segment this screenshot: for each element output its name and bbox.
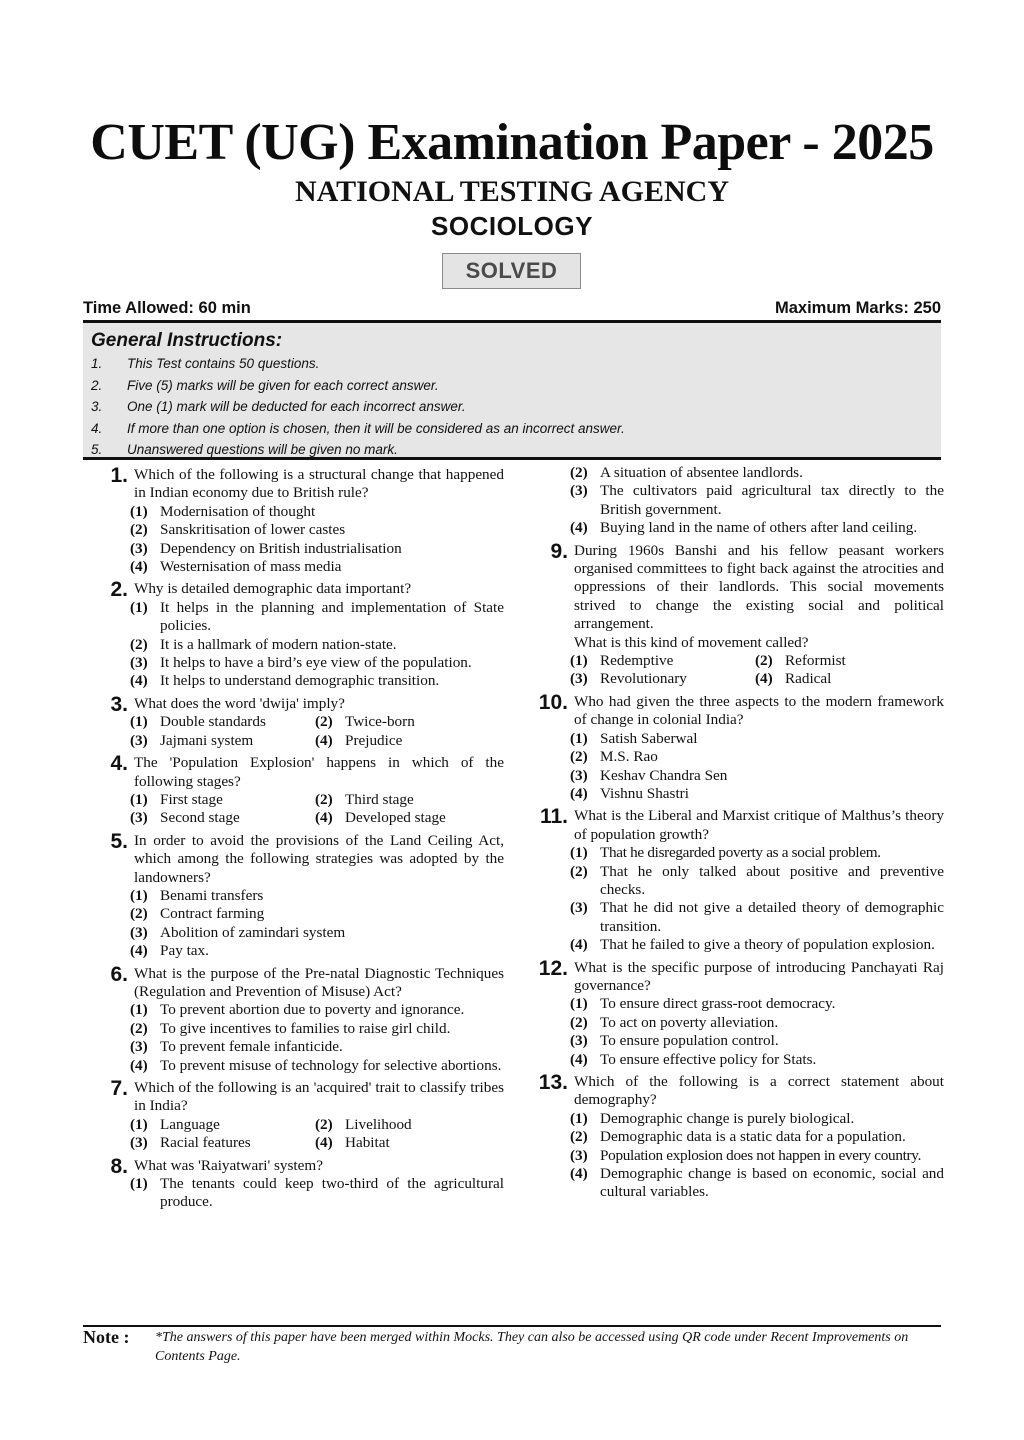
option — [315, 809, 504, 827]
option-text: Jajmani system — [160, 731, 254, 749]
option-text: To prevent misuse of technology for selective abortions. — [160, 1056, 502, 1074]
right-column — [532, 464, 944, 1202]
option-text: To prevent female infanticide. — [160, 1038, 343, 1056]
option-text: Satish Saberwal — [600, 729, 698, 747]
option — [570, 519, 944, 537]
option — [130, 887, 504, 905]
question-number: 13. — [538, 1071, 568, 1094]
question-6 — [92, 962, 504, 1075]
option-text: Twice-born — [345, 713, 415, 731]
option — [130, 1057, 504, 1075]
question-text: Which of the following is a correct statement about demography? — [574, 1073, 944, 1109]
option — [315, 791, 504, 809]
option — [130, 809, 315, 827]
option — [130, 905, 504, 923]
option-text: Westernisation of mass media — [160, 558, 342, 576]
option-number: (4) — [570, 1165, 588, 1183]
option-text: To ensure effective policy for Stats. — [600, 1050, 817, 1068]
option-number: (3) — [130, 1038, 148, 1056]
option-text: Double standards — [160, 713, 266, 731]
instruction-text: One (1) mark will be deducted for each incorrect answer. — [127, 399, 466, 414]
option — [315, 1134, 504, 1152]
option-number: (3) — [130, 731, 148, 749]
option-number: (2) — [315, 713, 333, 731]
option-text: Livelihood — [345, 1115, 412, 1133]
option-number: (4) — [570, 519, 588, 537]
question-5 — [92, 829, 504, 961]
question-text: Which of the following is an 'acquired' trait to classify tribes in India? — [134, 1079, 504, 1115]
solved-badge: SOLVED — [442, 253, 581, 289]
option — [570, 1014, 944, 1032]
question-8-continued — [570, 464, 944, 538]
question-number: 1. — [110, 464, 128, 487]
instruction-text: Unanswered questions will be given no mark. — [127, 442, 398, 457]
option-text: To ensure direct grass-root democracy. — [600, 995, 836, 1013]
option-text: Abolition of zamindari system — [160, 923, 346, 941]
footnote — [83, 1328, 941, 1366]
page-title: CUET (UG) Examination Paper - 2025 — [90, 114, 934, 171]
question-7 — [92, 1079, 504, 1153]
option-number: (4) — [315, 809, 333, 827]
option-text: Vishnu Shastri — [600, 784, 689, 802]
option — [130, 599, 504, 636]
option-number: (1) — [130, 598, 148, 616]
question-text: What was 'Raiyatwari' system? — [134, 1156, 323, 1174]
option-number: (3) — [130, 654, 148, 672]
option-number: (1) — [130, 1115, 148, 1133]
option — [570, 482, 944, 519]
option-number: (2) — [315, 1115, 333, 1133]
instruction-text: If more than one option is chosen, then it will be considered as an incorrect answer. — [127, 420, 625, 436]
option — [570, 1032, 944, 1050]
option-text: To prevent abortion due to poverty and ignorance. — [160, 1001, 465, 1019]
option-text: Developed stage — [345, 809, 446, 827]
option — [130, 942, 504, 960]
option — [570, 652, 755, 670]
option-number: (2) — [570, 748, 588, 766]
question-number: 2. — [110, 578, 128, 602]
option — [315, 1116, 504, 1134]
question-text: What is the Liberal and Marxist critique of Malthus’s theory of population growth? — [574, 807, 944, 843]
question-text: What is the specific purpose of introducing Panchayati Raj governance? — [574, 958, 944, 994]
option-text: That he did not give a detailed theory of demographic transition. — [600, 899, 944, 935]
option-number: (3) — [570, 670, 588, 688]
option-number: (2) — [130, 635, 148, 653]
note-label: Note : — [83, 1327, 130, 1347]
instruction-item — [91, 439, 941, 461]
question-12 — [532, 956, 944, 1069]
option-number: (2) — [130, 521, 148, 539]
option-number: (2) — [130, 905, 148, 923]
maximum-marks: Maximum Marks: 250 — [775, 298, 941, 317]
option-number: (1) — [130, 1001, 148, 1019]
option — [130, 558, 504, 576]
option-number: (3) — [570, 899, 588, 917]
option — [570, 1128, 944, 1146]
option-number: (3) — [130, 923, 148, 941]
option — [570, 844, 944, 862]
exam-meta — [83, 296, 941, 320]
option — [130, 654, 504, 672]
option-text: A situation of absentee landlords. — [600, 464, 803, 481]
option-text: Demographic change is purely biological. — [600, 1109, 855, 1127]
general-instructions — [83, 320, 941, 460]
option-number: (2) — [570, 464, 588, 481]
option — [570, 899, 944, 936]
option-number: (1) — [130, 502, 148, 520]
option — [130, 1038, 504, 1056]
question-13 — [532, 1073, 944, 1202]
option-number: (3) — [130, 809, 148, 827]
option-number: (3) — [130, 539, 148, 557]
option — [570, 936, 944, 954]
instruction-item — [91, 418, 941, 440]
question-number: 7. — [110, 1077, 128, 1100]
instructions-title: General Instructions: — [91, 330, 283, 351]
option-text: Benami transfers — [160, 886, 264, 904]
option-text: Pay tax. — [160, 942, 209, 960]
option-number: (1) — [570, 995, 588, 1013]
option — [570, 748, 944, 766]
option — [570, 730, 944, 748]
option-number: (1) — [130, 1175, 148, 1193]
option-text: Demographic change is based on economic, social and cultural variables. — [600, 1165, 944, 1201]
option-number: (4) — [570, 936, 588, 954]
instruction-number: 1. — [91, 356, 103, 371]
option — [570, 1110, 944, 1128]
question-subtext: What is this kind of movement called? — [574, 633, 809, 651]
option — [130, 924, 504, 942]
question-number: 9. — [550, 539, 568, 563]
instruction-number: 3. — [91, 399, 103, 414]
question-2 — [92, 580, 504, 690]
option — [755, 670, 944, 688]
question-8 — [92, 1154, 504, 1212]
option-text: That he only talked about positive and preventive checks. — [600, 862, 944, 898]
option-text: Reformist — [785, 652, 846, 670]
question-text: During 1960s Banshi and his fellow peasant workers organised committees to fight back against the atrocities and oppressions of their landlords. This social movements strived to change the existing social and political arrangement. — [574, 541, 944, 633]
instruction-text: This Test contains 50 questions. — [127, 356, 320, 371]
instruction-item — [91, 396, 941, 418]
option-number: (1) — [570, 652, 588, 670]
option-text: Third stage — [345, 790, 414, 808]
option-number: (3) — [570, 1146, 588, 1164]
option-number: (2) — [130, 1019, 148, 1037]
agency-name: NATIONAL TESTING AGENCY — [294, 175, 729, 208]
option-number: (1) — [130, 790, 148, 808]
option-text: To act on poverty alleviation. — [600, 1013, 779, 1031]
option-text: The cultivators paid agricultural tax directly to the British government. — [600, 482, 944, 518]
question-text: What is the purpose of the Pre-natal Diagnostic Techniques (Regulation and Prevention of Misuse) Act? — [134, 964, 504, 1000]
option-text: To ensure population control. — [600, 1032, 779, 1050]
instruction-number: 4. — [91, 420, 103, 436]
option — [130, 503, 504, 521]
option-text: Language — [160, 1115, 220, 1133]
option — [315, 732, 504, 750]
instruction-number: 5. — [91, 442, 103, 457]
option-number: (1) — [130, 713, 148, 731]
option — [570, 863, 944, 900]
option-text: It is a hallmark of modern nation-state. — [160, 635, 397, 653]
option — [570, 1051, 944, 1069]
question-text: Which of the following is a structural change that happened in Indian economy due to British rule? — [134, 466, 504, 502]
option-text: It helps to understand demographic transition. — [160, 672, 440, 690]
option-text: Contract farming — [160, 905, 265, 923]
question-number: 8. — [110, 1154, 128, 1178]
option — [570, 995, 944, 1013]
option-text: M.S. Rao — [600, 748, 658, 766]
question-text: The 'Population Explosion' happens in which of the following stages? — [134, 754, 504, 790]
option-number: (1) — [570, 1109, 588, 1127]
option — [130, 521, 504, 539]
question-number: 5. — [110, 829, 128, 853]
option-text: Sanskritisation of lower castes — [160, 521, 346, 539]
question-text: What does the word 'dwija' imply? — [134, 694, 345, 712]
option — [130, 1134, 315, 1152]
subject-name: SOCIOLOGY — [431, 211, 593, 241]
question-number: 6. — [110, 962, 128, 986]
option-number: (3) — [130, 1134, 148, 1152]
option-number: (3) — [570, 1032, 588, 1050]
option — [570, 1165, 944, 1202]
option-text: Modernisation of thought — [160, 502, 316, 520]
question-text: In order to avoid the provisions of the Land Ceiling Act, which among the following strategies was adopted by the landowners? — [134, 831, 504, 886]
option-number: (2) — [570, 862, 588, 880]
option-number: (4) — [130, 1056, 148, 1074]
option — [755, 652, 944, 670]
option-text: That he disregarded poverty as a social problem. — [600, 844, 881, 862]
question-number: 10. — [538, 690, 568, 714]
option-text: Racial features — [160, 1134, 251, 1152]
option-text: Redemptive — [600, 652, 674, 670]
option-text: That he failed to give a theory of population explosion. — [600, 936, 935, 954]
option — [570, 785, 944, 803]
question-10 — [532, 690, 944, 803]
note-text: *The answers of this paper have been merged within Mocks. They can also be accessed using QR code under Recent Improvements on Contents Page. — [155, 1330, 909, 1364]
option-text: Prejudice — [345, 731, 403, 749]
question-number: 11. — [539, 805, 568, 829]
question-1 — [92, 466, 504, 576]
option-text: The tenants could keep two-third of the agricultural produce. — [160, 1175, 504, 1211]
option-number: (3) — [570, 766, 588, 784]
option-number: (4) — [570, 784, 588, 802]
option-number: (4) — [315, 731, 333, 749]
option-number: (1) — [130, 886, 148, 904]
left-column — [92, 464, 504, 1212]
note-divider — [83, 1325, 941, 1327]
question-text: Why is detailed demographic data important? — [134, 580, 412, 598]
question-number: 12. — [538, 956, 568, 980]
option — [130, 1116, 315, 1134]
option-text: Habitat — [345, 1134, 390, 1152]
option-text: Population explosion does not happen in every country. — [600, 1146, 922, 1164]
option-text: Dependency on British industrialisation — [160, 539, 402, 557]
option-text: Second stage — [160, 809, 240, 827]
option-number: (4) — [570, 1050, 588, 1068]
option-text: It helps in the planning and implementation of State policies. — [160, 598, 504, 635]
option-text: Keshav Chandra Sen — [600, 766, 728, 784]
option — [570, 1147, 944, 1165]
option-number: (2) — [570, 1013, 588, 1031]
option — [570, 767, 944, 785]
question-11 — [532, 807, 944, 954]
question-text: Who had given the three aspects to the modern framework of change in colonial India? — [574, 692, 944, 729]
instruction-number: 2. — [91, 377, 103, 393]
option-number: (4) — [130, 558, 148, 576]
question-number: 3. — [110, 692, 128, 716]
option — [130, 1020, 504, 1038]
instruction-text: Five (5) marks will be given for each correct answer. — [127, 377, 439, 393]
option-text: Radical — [785, 670, 832, 688]
option-number: (4) — [755, 670, 773, 688]
option-text: Buying land in the name of others after land ceiling. — [600, 519, 918, 537]
option-text: First stage — [160, 790, 223, 808]
option-number: (2) — [570, 1128, 588, 1146]
question-4 — [92, 754, 504, 828]
option-text: Demographic data is a static data for a population. — [600, 1128, 906, 1146]
option — [130, 636, 504, 654]
question-number: 4. — [110, 752, 128, 776]
instruction-item — [91, 375, 941, 397]
option-number: (1) — [570, 729, 588, 747]
question-3 — [92, 692, 504, 750]
option — [570, 670, 755, 688]
option — [570, 464, 944, 482]
option-number: (4) — [130, 672, 148, 690]
option — [130, 1001, 504, 1019]
option-number: (2) — [755, 652, 773, 670]
instructions-list — [91, 353, 941, 461]
option-number: (2) — [315, 790, 333, 808]
time-allowed: Time Allowed: 60 min — [83, 298, 251, 317]
instruction-item — [91, 353, 941, 375]
option — [130, 713, 315, 731]
option-number: (3) — [570, 482, 588, 500]
option-number: (4) — [130, 942, 148, 960]
option — [315, 713, 504, 731]
option — [130, 791, 315, 809]
option — [130, 1175, 504, 1212]
option-text: Revolutionary — [600, 670, 687, 688]
option — [130, 732, 315, 750]
question-9 — [532, 539, 944, 689]
option — [130, 540, 504, 558]
option-number: (1) — [570, 844, 588, 862]
option-number: (4) — [315, 1134, 333, 1152]
option-text: It helps to have a bird’s eye view of the population. — [160, 654, 472, 672]
option-text: To give incentives to families to raise girl child. — [160, 1019, 451, 1037]
option — [130, 672, 504, 690]
